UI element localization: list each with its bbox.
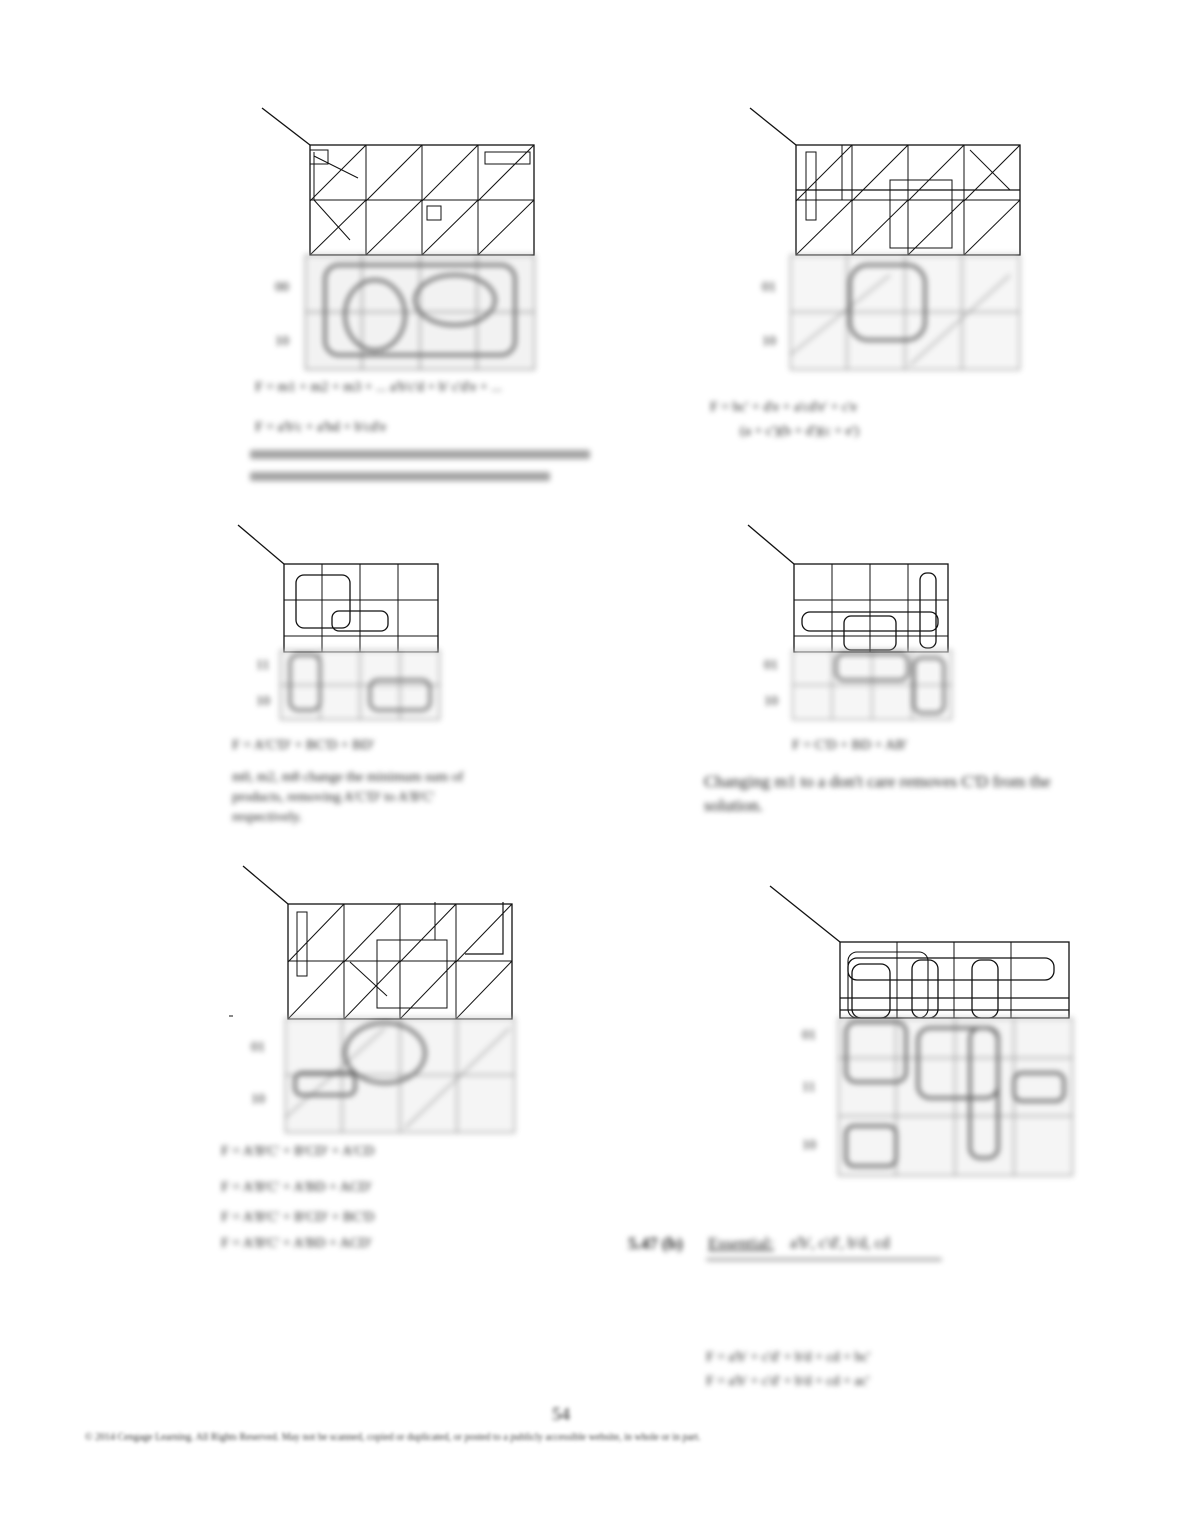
copyright-footer: © 2014 Cengage Learning. All Rights Reserved. May not be scanned, copied or duplicated, or posted to a publicly accessible website, in whole or in part. xyxy=(85,1432,701,1443)
equation-3: F = A'C'D' + BC'D + BD' xyxy=(232,738,375,753)
kmap-panel-4 xyxy=(700,520,1120,820)
equation-1a: F = m1 + m2 + m3 + ... a'b'c'd + b' c'd'e + ... xyxy=(255,380,502,395)
result-6a: F = a'b' + c'd' + b'd + cd + bc' xyxy=(706,1350,871,1365)
equation-5b: F = A'B'C' + A'BD + ACD' xyxy=(221,1180,372,1195)
equation-2a: F = bc' + d'e + a'cd'e' + c'e xyxy=(710,400,857,415)
equation-2b: (a + c')(b + d')(c + e') xyxy=(740,424,860,439)
kmap-blurred-2 xyxy=(790,255,1020,370)
kmap-grid-6 xyxy=(620,880,1140,1030)
kmap-blurred-6 xyxy=(838,1018,1073,1176)
page-number: 54 xyxy=(552,1404,570,1424)
equation-1b: F = a'b'c + a'bd + b'cd'e xyxy=(255,420,387,435)
equation-1d xyxy=(250,472,550,481)
row-label-2a: 01 xyxy=(762,280,776,295)
note-4: Changing m1 to a don't care removes C'D from the solution. xyxy=(704,772,1051,815)
row-label-5a: 01 xyxy=(251,1040,265,1055)
equation-1c xyxy=(250,450,590,459)
kmap-panel-2 xyxy=(710,100,1120,500)
kmap-panel-5 xyxy=(215,860,615,1280)
row-label-3a: 11 xyxy=(256,658,270,673)
problem-label-6: 5.47 (b) xyxy=(628,1234,683,1253)
kmap-grid-4 xyxy=(700,520,1100,660)
row-label-6b: 11 xyxy=(802,1080,816,1095)
row-label-1a: 00 xyxy=(275,280,289,295)
kmap-grid-5 xyxy=(215,860,615,1025)
kmap-blurred-5 xyxy=(285,1018,515,1133)
row-label-6c: 10 xyxy=(802,1138,816,1153)
essential-terms-6: a'b', c'd', b'd, cd xyxy=(790,1235,890,1252)
equation-4: F = C'D + BD + AB' xyxy=(792,738,908,753)
row-label-3b: 10 xyxy=(256,694,270,709)
equation-5c: F = A'B'C' + B'CD' + BC'D xyxy=(221,1210,375,1225)
equation-5a: F = A'B'C' + B'CD' + A'CD xyxy=(221,1144,375,1159)
kmap-panel-1 xyxy=(230,100,630,500)
row-label-1b: 10 xyxy=(275,334,289,349)
row-label-4b: 10 xyxy=(764,694,778,709)
row-label-2b: 10 xyxy=(762,334,776,349)
kmap-grid-1 xyxy=(230,100,630,260)
kmap-panel-6 xyxy=(620,880,1140,1400)
kmap-grid-3 xyxy=(230,520,630,660)
row-label-6a: 01 xyxy=(802,1028,816,1043)
essential-underline-6 xyxy=(706,1258,942,1261)
row-label-5b: 10 xyxy=(251,1092,265,1107)
note-3: m0, m2, m8 change the minimum sum of products, removing A'C'D' to A'B'C' respectively. xyxy=(232,770,464,825)
kmap-grid-2 xyxy=(720,100,1120,260)
kmap-blurred-1 xyxy=(305,255,535,370)
essential-label-6: Essential: xyxy=(708,1234,775,1253)
kmap-blurred-3 xyxy=(280,650,440,720)
result-6b: F = a'b' + c'd' + b'd + cd + ac' xyxy=(706,1374,870,1389)
row-label-4a: 01 xyxy=(764,658,778,673)
kmap-panel-3 xyxy=(230,520,630,825)
kmap-blurred-4 xyxy=(792,650,952,720)
equation-5d: F = A'B'C' + A'BD + ACD' xyxy=(221,1236,372,1251)
